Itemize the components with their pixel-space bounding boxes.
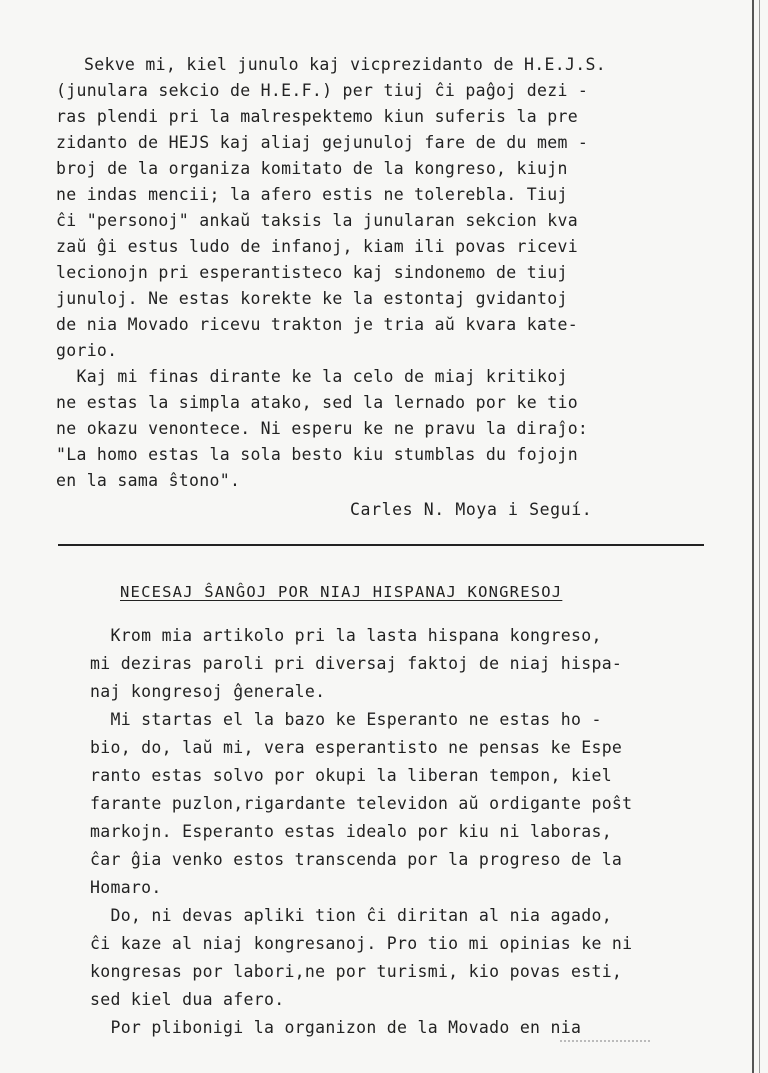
text-line: Homaro. [90, 878, 162, 897]
faint-mark [560, 1040, 650, 1044]
text-line: naj kongresoj ĝenerale. [90, 682, 326, 701]
article-heading: NECESAJ ŜANĜOJ POR NIAJ HISPANAJ KONGRESOJ [120, 583, 563, 601]
text-line: bio, do, laŭ mi, vera esperantisto ne pensas ke Espe [90, 738, 623, 757]
page-edge-line [752, 0, 754, 1073]
text-line: ne estas la simpla atako, sed la lernado por ke tio [56, 393, 578, 412]
text-line: ĉi "personoj" ankaŭ taksis la junularan sekcion kva [56, 211, 578, 230]
text-line: "La homo estas la sola besto kiu stumblas du fojojn [56, 445, 578, 464]
author-signature: Carles N. Moya i Seguí. [350, 500, 593, 519]
text-line: markojn. Esperanto estas idealo por kiu ni laboras, [90, 822, 612, 841]
page-edge-line-secondary [759, 0, 760, 1073]
text-line: Mi startas el la bazo ke Esperanto ne estas ho - [90, 710, 602, 729]
text-line: mi deziras paroli pri diversaj faktoj de niaj hispa- [90, 654, 623, 673]
text-line: ras plendi pri la malrespektemo kiun suferis la pre [56, 107, 578, 126]
text-line: Sekve mi, kiel junulo kaj vicprezidanto de H.E.J.S. [84, 55, 606, 74]
text-line: zidanto de HEJS kaj aliaj gejunuloj fare de du mem - [56, 133, 589, 152]
text-line: farante puzlon,rigardante televidon aŭ ordigante poŝt [90, 794, 633, 813]
text-line: junuloj. Ne estas korekte ke la estontaj gvidantoj [56, 289, 568, 308]
text-line: Krom mia artikolo pri la lasta hispana kongreso, [90, 626, 602, 645]
text-line: de nia Movado ricevu trakton je tria aŭ kvara kate- [56, 315, 578, 334]
text-line: Kaj mi finas dirante ke la celo de miaj kritikoj [56, 367, 568, 386]
section-divider [58, 544, 704, 546]
text-line: ranto estas solvo por okupi la liberan tempon, kiel [90, 766, 612, 785]
text-line: broj de la organiza komitato de la kongreso, kiujn [56, 159, 568, 178]
text-line: ĉar ĝia venko estos transcenda por la progreso de la [90, 850, 623, 869]
text-line: sed kiel dua afero. [90, 990, 285, 1009]
text-line: lecionojn pri esperantisteco kaj sindonemo de tiuj [56, 263, 568, 282]
text-line: en la sama ŝtono". [56, 471, 241, 490]
text-line: kongresas por labori,ne por turismi, kio povas esti, [90, 962, 623, 981]
text-line: ne okazu venontece. Ni esperu ke ne pravu la diraĵo: [56, 419, 589, 438]
text-line: gorio. [56, 341, 118, 360]
text-line: Por plibonigi la organizon de la Movado en nia [90, 1018, 582, 1037]
text-line: zaŭ ĝi estus ludo de infanoj, kiam ili povas ricevi [56, 237, 578, 256]
text-line: (junulara sekcio de H.E.F.) per tiuj ĉi paĝoj dezi - [56, 81, 589, 100]
text-line: ĉi kaze al niaj kongresanoj. Pro tio mi opinias ke ni [90, 934, 633, 953]
text-line: Do, ni devas apliki tion ĉi diritan al nia agado, [90, 906, 612, 925]
text-line: ne indas mencii; la afero estis ne tolerebla. Tiuj [56, 185, 568, 204]
